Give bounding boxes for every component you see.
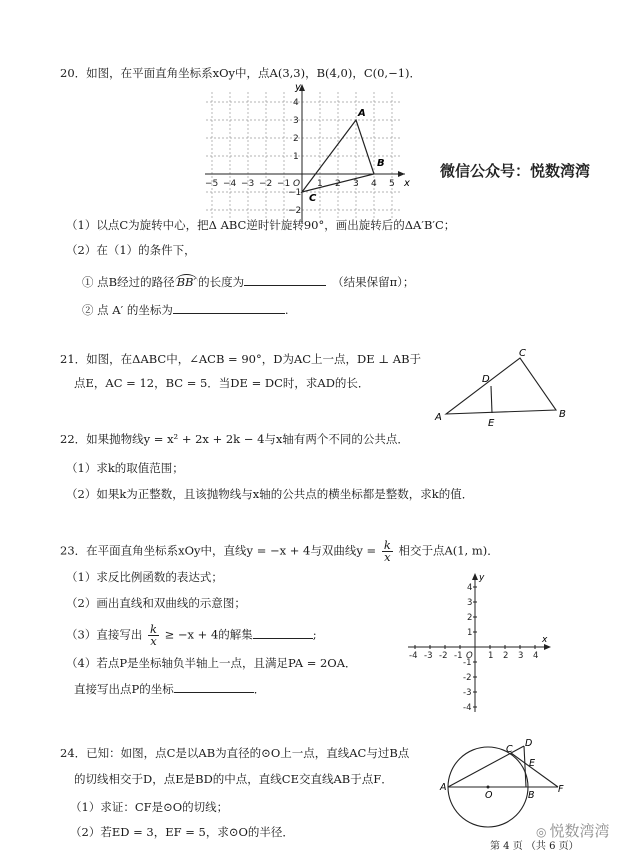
wechat-icon: ◎	[536, 825, 547, 839]
q23-y-tick-label: -4	[463, 703, 472, 713]
q24-line2: 的切线相交于D，点E是BD的中点，直线CE交直线AB于点F．	[74, 772, 393, 786]
q22-stem: 22．如果抛物线y = x² + 2x + 2k − 4与x轴有两个不同的公共点．	[60, 432, 409, 446]
q23-x-tick-label: -1	[454, 651, 463, 661]
q20-sub1-text3: （结果保留π）；	[332, 275, 415, 289]
q23-x-tick-label: 1	[488, 651, 494, 661]
q24-label-f: F	[558, 784, 564, 795]
q20-y-tick-label: 2	[293, 134, 299, 144]
q24-part2: （2）若ED = 3，EF = 5，求⊙O的半径．	[70, 825, 294, 839]
q23-x-tick-label: 2	[503, 651, 509, 661]
q23-axis-x-label: x	[542, 635, 548, 645]
q21-label-e: E	[488, 418, 495, 429]
q20-x-tick-label: 1	[317, 179, 323, 189]
q21-line2: 点E，AC = 12，BC = 5．当DE = DC时，求AD的长．	[74, 376, 370, 390]
q20-sub1-text2: 的长度为	[198, 275, 245, 289]
q23-part2: （2）画出直线和双曲线的示意图；	[66, 596, 246, 610]
q20-x-tick-label: −5	[205, 179, 219, 189]
q20-part1: （1）以点C为旋转中心，把Δ ABC逆时针旋转90°，画出旋转后的ΔA′B′C；	[66, 218, 456, 232]
q20-y-tick-label: 4	[293, 98, 299, 108]
q20-x-tick-label: −2	[259, 179, 273, 189]
q23-axes-figure	[405, 574, 565, 714]
q20-x-tick-label: 3	[353, 179, 359, 189]
q23-frac-num: k	[383, 538, 391, 552]
q23-part1: （1）求反比例函数的表达式；	[66, 570, 223, 584]
q23-y-tick-label: -3	[463, 688, 472, 698]
q21-line1: 21．如图，在ΔABC中，∠ACB = 90°，D为AC上一点，DE ⊥ AB于	[60, 352, 422, 366]
q20-stem: 20．如图，在平面直角坐标系xOy中，点A(3,3)，B(4,0)，C(0,−1)．	[60, 66, 422, 80]
q23-part3-frac-den: x	[150, 634, 157, 648]
brand-name: 悦数湾湾	[549, 822, 610, 840]
watermark-text: 微信公众号：悦数湾湾	[440, 162, 591, 180]
q20-axis-x-label: x	[404, 178, 410, 189]
q23-x-tick-label: 3	[518, 651, 524, 661]
q23-y-tick-label: -1	[463, 658, 472, 668]
q24-circle-figure	[440, 740, 580, 820]
q20-sub2-dot: .	[284, 303, 289, 317]
q20-x-tick-label: −4	[223, 179, 237, 189]
q24-label-d: D	[525, 738, 533, 749]
answer-blank-solution-set[interactable]	[253, 627, 313, 639]
q23-y-tick-label: 1	[467, 628, 473, 638]
q23-stem-a: 23．在平面直角坐标系xOy中，直线y = −x + 4与双曲线y =	[60, 543, 377, 558]
answer-blank-point-p[interactable]	[174, 681, 254, 693]
q20-x-tick-label: O	[293, 179, 301, 189]
q23-x-tick-label: -2	[439, 651, 448, 661]
q20-x-tick-label: −3	[241, 179, 255, 189]
q23-y-tick-label: 4	[467, 583, 473, 593]
q23-stem-b: 相交于点A(1, m)．	[398, 543, 499, 558]
q20-sub2-text: ② 点 A′ 的坐标为	[82, 303, 173, 317]
q24-label-c: C	[506, 744, 513, 755]
point-c-label: C	[309, 193, 317, 204]
q23-x-tick-label: 4	[533, 651, 539, 661]
q20-x-tick-label: 4	[371, 179, 377, 189]
q23-part3-fraction	[148, 624, 159, 647]
q23-fraction	[382, 540, 393, 563]
q23-y-tick-label: 3	[467, 598, 473, 608]
q23-x-tick-label: -3	[424, 651, 433, 661]
q24-label-b: B	[528, 790, 535, 801]
q20-x-tick-label: −1	[277, 179, 291, 189]
q21-label-a: A	[435, 412, 442, 423]
q20-grid-figure	[205, 82, 410, 228]
q23-part4: （4）若点P是坐标轴负半轴上一点，且满足PA = 2OA．	[66, 656, 357, 670]
q24-part1: （1）求证：CF是⊙O的切线；	[70, 800, 229, 814]
q21-label-b: B	[559, 409, 566, 420]
q22-part2: （2）如果k为正整数，且该抛物线与x轴的公共点的横坐标都是整数，求k的值．	[66, 487, 474, 501]
q20-sub2	[82, 302, 289, 318]
page-number: 第 4 页 （共 6 页）	[490, 841, 579, 852]
q24-label-o: O	[485, 790, 493, 801]
q23-part3-frac-num: k	[149, 622, 157, 636]
point-a-label: A	[358, 108, 366, 119]
q23-axis-y-label: y	[479, 573, 485, 583]
q23-part3-c: ;	[312, 627, 317, 642]
q20-y-tick-label: −2	[288, 206, 302, 216]
q24-label-a: A	[440, 782, 447, 793]
q21-triangle-figure	[435, 348, 568, 429]
q20-sub1-text: ① 点B经过的路径	[82, 275, 175, 289]
q20-sub1	[82, 274, 414, 290]
answer-blank-arc-length[interactable]	[244, 274, 326, 286]
q24-label-e: E	[529, 758, 536, 769]
q23-part3-a: （3）直接写出	[66, 627, 143, 642]
q24-line1: 24．已知：如图，点C是以AB为直径的⊙O上一点，直线AC与过B点	[60, 746, 410, 760]
q23-x-tick-label: O	[466, 651, 473, 661]
q20-y-tick-label: 1	[293, 152, 299, 162]
q23-part4-c: ．	[253, 682, 266, 696]
q21-label-c: C	[519, 348, 526, 359]
q23-y-tick-label: -2	[463, 673, 472, 683]
q20-x-tick-label: 2	[335, 179, 341, 189]
q23-frac-den: x	[384, 550, 391, 564]
q20-axis-y-label: y	[295, 82, 301, 93]
q21-label-d: D	[482, 374, 490, 385]
q22-part1: （1）求k的取值范围；	[66, 461, 184, 475]
q23-stem	[60, 540, 499, 563]
q23-part3	[66, 624, 317, 647]
q20-y-tick-label: −1	[288, 188, 302, 198]
q23-part4-b-text: 直接写出点P的坐标	[74, 682, 174, 696]
answer-blank-a-prime[interactable]	[173, 302, 285, 314]
q23-part4-b	[74, 681, 265, 697]
q23-part3-b: ≥ −x + 4的解集	[164, 627, 253, 642]
point-b-label: B	[377, 158, 385, 169]
q20-y-tick-label: 3	[293, 116, 299, 126]
brand-watermark	[536, 820, 610, 841]
arc-bb: BB′	[176, 275, 197, 289]
q20-part2: （2）在（1）的条件下，	[66, 243, 196, 257]
q20-x-tick-label: 5	[389, 179, 395, 189]
q23-y-tick-label: 2	[467, 613, 473, 623]
q23-x-tick-label: -4	[409, 651, 418, 661]
